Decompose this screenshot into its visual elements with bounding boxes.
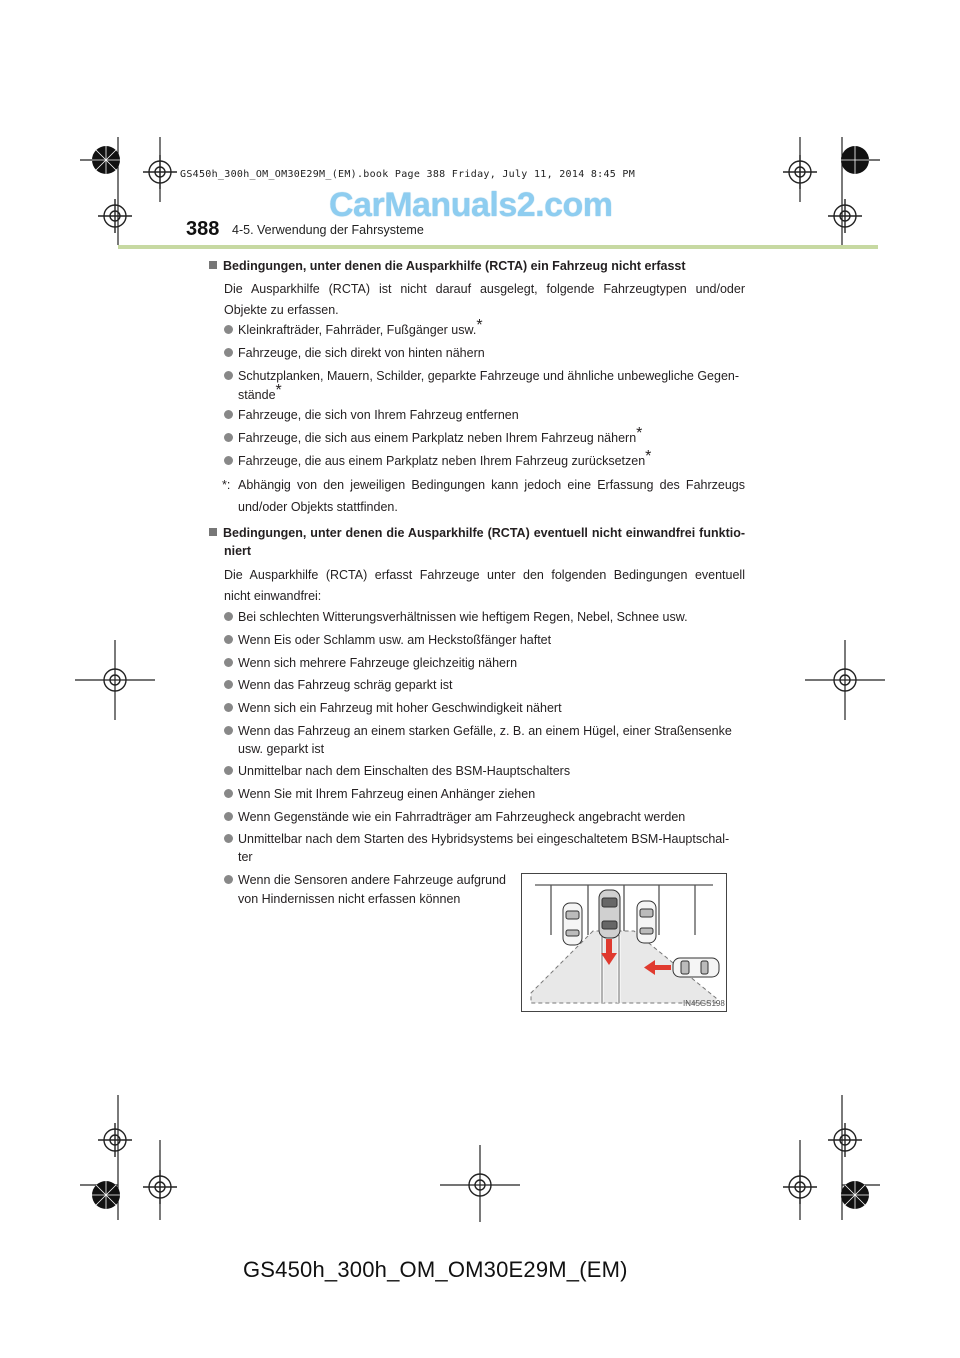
bullet-icon bbox=[224, 433, 233, 442]
list-item bbox=[224, 761, 754, 781]
list-item bbox=[224, 721, 754, 741]
bullet-icon bbox=[224, 410, 233, 419]
bullet-icon bbox=[224, 325, 233, 334]
list-item bbox=[224, 829, 754, 849]
list-item bbox=[224, 870, 514, 890]
list-item bbox=[224, 317, 754, 340]
list-item-text: Unmittelbar nach dem Starten des Hybridsystems bei eingeschaltetem BSM-Hauptschal- bbox=[238, 832, 730, 846]
list-item bbox=[224, 784, 754, 804]
section2-intro-line2: nicht einwandfrei: bbox=[224, 589, 322, 603]
list-item bbox=[224, 366, 754, 386]
list-item bbox=[224, 698, 754, 718]
figure-code: IN45GS198 bbox=[683, 999, 725, 1008]
list-item bbox=[224, 343, 754, 363]
list-item-text: Wenn Gegenstände wie ein Fahrradträger am Fahrzeugheck angebracht werden bbox=[238, 810, 686, 824]
list-item bbox=[224, 405, 754, 425]
bullet-icon bbox=[224, 635, 233, 644]
list-item-text: Wenn Eis oder Schlamm usw. am Heckstoßfänger haftet bbox=[238, 633, 552, 647]
section1-intro-line2: Objekte zu erfassen. bbox=[224, 303, 339, 317]
list-item bbox=[224, 425, 754, 448]
list-item-text: Unmittelbar nach dem Einschalten des BSM-Hauptschalters bbox=[238, 764, 571, 778]
footer-doc-id: GS450h_300h_OM_OM30E29M_(EM) bbox=[243, 1257, 628, 1282]
bullet-icon bbox=[224, 658, 233, 667]
footnote-star: * bbox=[476, 317, 483, 334]
list-item bbox=[224, 448, 754, 471]
section1-intro-line1: Die Ausparkhilfe (RCTA) ist nicht darauf ausgelegt, folgende Fahrzeugtypen und/oder bbox=[224, 282, 745, 296]
heading-square-icon bbox=[209, 261, 217, 269]
footnote-star: * bbox=[636, 425, 643, 442]
heading-square-icon bbox=[209, 528, 217, 536]
list-item-continuation bbox=[238, 889, 518, 909]
list-item bbox=[224, 630, 754, 650]
section2-heading-line1: Bedingungen, unter denen die Ausparkhilfe (RCTA) eventuell nicht einwandfrei funktio- bbox=[223, 526, 745, 540]
list-item-text: Kleinkrafträder, Fahrräder, Fußgänger usw. bbox=[238, 323, 477, 337]
bullet-icon bbox=[224, 612, 233, 621]
rcta-illustration bbox=[521, 873, 727, 1012]
section-title: 4-5. Verwendung der Fahrsysteme bbox=[232, 223, 424, 237]
footnote-star: * bbox=[645, 448, 652, 465]
section2-heading bbox=[209, 524, 745, 560]
list-item-text: Wenn sich mehrere Fahrzeuge gleichzeitig nähern bbox=[238, 656, 518, 670]
list-item bbox=[224, 807, 754, 827]
parked-car-left bbox=[563, 903, 582, 945]
bullet-icon bbox=[224, 812, 233, 821]
list-item-continuation bbox=[238, 382, 738, 405]
footnote-line2: und/oder Objekts stattfinden. bbox=[238, 500, 398, 514]
bullet-icon bbox=[224, 726, 233, 735]
section1-heading-text: Bedingungen, unter denen die Ausparkhilfe (RCTA) ein Fahrzeug nicht erfasst bbox=[223, 259, 686, 273]
bullet-icon bbox=[224, 766, 233, 775]
list-item-text: Schutzplanken, Mauern, Schilder, geparkte Fahrzeuge und ähnliche unbewegliche Gegen- bbox=[238, 369, 740, 383]
section1-intro bbox=[224, 279, 745, 321]
approaching-car bbox=[673, 958, 719, 977]
list-item bbox=[224, 675, 754, 695]
section2-heading-line2: niert bbox=[224, 544, 252, 558]
list-item-text: Wenn die Sensoren andere Fahrzeuge aufgrund bbox=[238, 873, 507, 887]
list-item-text: ter bbox=[238, 850, 253, 864]
section2-intro bbox=[224, 565, 745, 607]
bullet-icon bbox=[224, 680, 233, 689]
bullet-icon bbox=[224, 456, 233, 465]
bullet-icon bbox=[224, 875, 233, 884]
own-vehicle bbox=[599, 890, 620, 938]
page-number: 388 bbox=[186, 218, 220, 240]
list-item-continuation bbox=[238, 739, 738, 759]
list-item-text: Fahrzeuge, die sich von Ihrem Fahrzeug entfernen bbox=[238, 408, 519, 422]
list-item-text: Fahrzeuge, die sich aus einem Parkplatz neben Ihrem Fahrzeug nähern bbox=[238, 431, 637, 445]
book-info-line: GS450h_300h_OM_OM30E29M_(EM).book Page 388 Friday, July 11, 2014 8:45 PM bbox=[180, 169, 636, 180]
header-rule bbox=[118, 245, 878, 249]
bullet-icon bbox=[224, 834, 233, 843]
parked-car-right bbox=[637, 901, 656, 943]
list-item-text: Wenn das Fahrzeug an einem starken Gefälle, z. B. an einem Hügel, einer Straßensenke bbox=[238, 724, 732, 738]
list-item-text: Fahrzeuge, die sich direkt von hinten nähern bbox=[238, 346, 485, 360]
list-item-continuation bbox=[238, 847, 738, 867]
list-item bbox=[224, 607, 754, 627]
bullet-icon bbox=[224, 348, 233, 357]
footnote-text bbox=[238, 474, 745, 518]
list-item-text: Wenn Sie mit Ihrem Fahrzeug einen Anhänger ziehen bbox=[238, 787, 536, 801]
bullet-icon bbox=[224, 789, 233, 798]
list-item-text: Bei schlechten Witterungsverhältnissen wie heftigem Regen, Nebel, Schnee usw. bbox=[238, 610, 688, 624]
bullet-icon bbox=[224, 371, 233, 380]
list-item-text: usw. geparkt ist bbox=[238, 742, 325, 756]
list-item-text: von Hindernissen nicht erfassen können bbox=[238, 892, 461, 906]
watermark-logo: CarManuals2.com bbox=[329, 186, 613, 224]
list-item-text: stände bbox=[238, 388, 276, 402]
footnote-line1: Abhängig von den jeweiligen Bedingungen kann jedoch eine Erfassung des Fahrzeugs bbox=[238, 478, 745, 492]
bullet-icon bbox=[224, 703, 233, 712]
list-item-text: Fahrzeuge, die aus einem Parkplatz neben Ihrem Fahrzeug zurücksetzen bbox=[238, 454, 646, 468]
list-item-text: Wenn das Fahrzeug schräg geparkt ist bbox=[238, 678, 453, 692]
section2-intro-line1: Die Ausparkhilfe (RCTA) erfasst Fahrzeuge unter den folgenden Bedingungen eventuell bbox=[224, 568, 745, 582]
footnote-marker: *: bbox=[222, 478, 231, 492]
footnote-star: * bbox=[275, 382, 282, 399]
list-item bbox=[224, 653, 754, 673]
list-item-text: Wenn sich ein Fahrzeug mit hoher Geschwindigkeit nähert bbox=[238, 701, 562, 715]
section1-heading bbox=[209, 257, 754, 275]
